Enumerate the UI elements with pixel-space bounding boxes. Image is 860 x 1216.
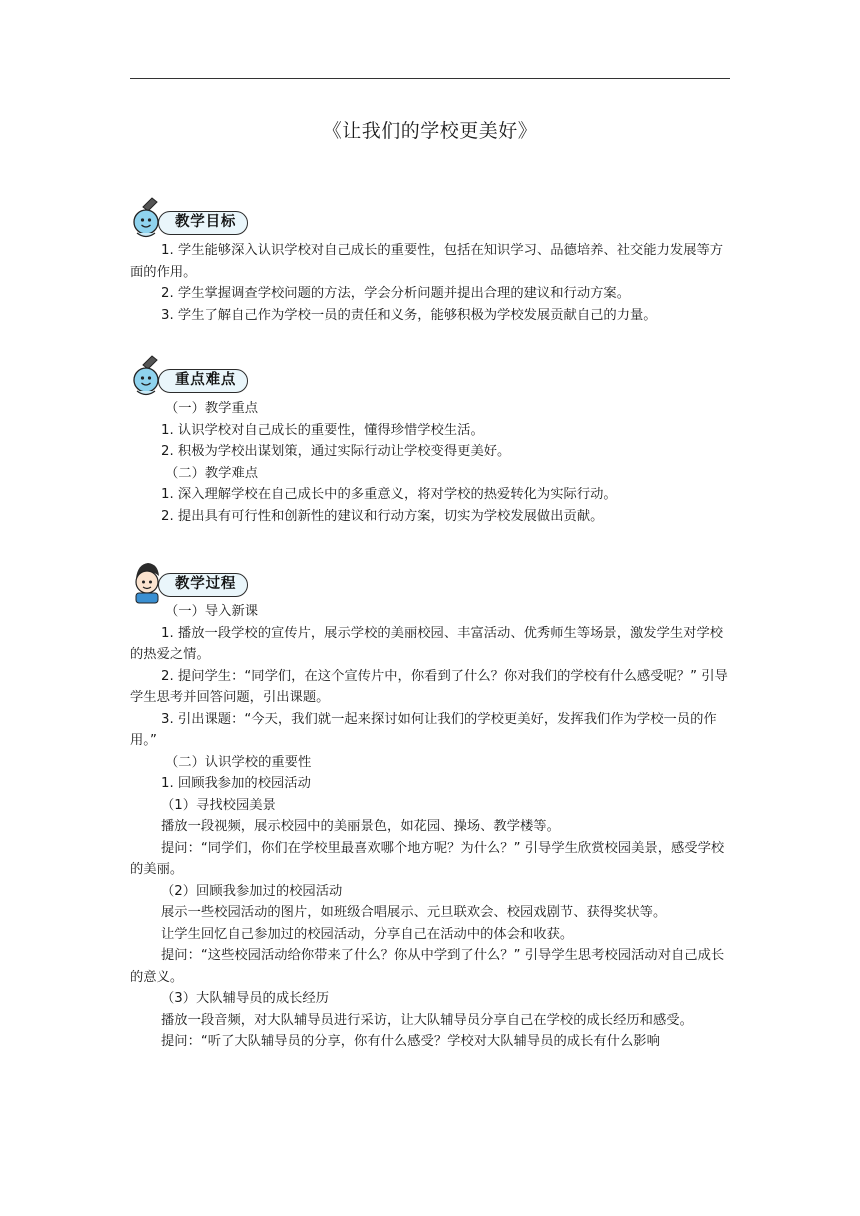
difficulty-item: 1. 深入理解学校在自己成长中的多重意义，将对学校的热爱转化为实际行动。 [161,487,617,502]
process-heading-badge [130,558,248,604]
objective-item: 3. 学生了解自己作为学校一员的责任和义务，能够积极为学校发展贡献自己的力量。 [161,307,657,323]
objective-item: 2. 学生掌握调查学校问题的方法，学会分析问题并提出合理的建议和行动方案。 [161,286,631,301]
process-heading: 教学过程 [158,573,248,597]
keypoint-item: 1. 认识学校对自己成长的重要性，懂得珍惜学校生活。 [161,422,484,438]
keypoint-item: 2. 积极为学校出谋划策，通过实际行动让学校变得更美好。 [161,444,511,459]
keypoints-list [130,398,730,527]
difficulty-item: 2. 提出具有可行性和创新性的建议和行动方案，切实为学校发展做出贡献。 [161,508,604,524]
paragraph: 播放一段视频，展示校园中的美丽景色，如花园、操场、教学楼等。 [161,819,560,834]
objectives-heading: 教学目标 [158,211,248,235]
paragraph: 播放一段音频，对大队辅导员进行采访，让大队辅导员分享自己在学校的成长经历和感受。 [161,1012,693,1028]
part-title: （1）寻找校园美景 [161,797,276,813]
process-item: 3. 引出课题：“今天，我们就一起来探讨如何让我们的学校更美好，发挥我们作为学校一员的作用。” [130,711,717,748]
paragraph: 提问：“同学们，你们在学校里最喜欢哪个地方呢？为什么？” 引导学生欣赏校园美景，感受学校的美丽。 [130,840,725,877]
objectives-heading-badge [130,196,248,242]
keypoints-heading-badge [130,354,248,400]
paragraph: 提问：“这些校园活动给你带来了什么？你从中学到了什么？” 引导学生思考校园活动对自己成长的意义。 [130,948,725,985]
part-title: （2）回顾我参加过的校园活动 [161,883,343,899]
paragraph: 让学生回忆自己参加过的校园活动，分享自己在活动中的体会和收获。 [161,926,574,942]
document-title: 《让我们的学校更美好》 [322,120,538,142]
header-rule [130,78,730,79]
subsection-title: （一）教学重点 [165,401,259,416]
part-title: （3）大队辅导员的成长经历 [161,991,330,1006]
subsection-title: （二）认识学校的重要性 [165,754,312,770]
subsection-title: （一）导入新课 [165,604,259,619]
process-item: 1. 播放一段学校的宣传片，展示学校的美丽校园、丰富活动、优秀师生等场景，激发学生对学校的热爱之情。 [130,625,724,662]
objectives-list [130,240,730,326]
process-item: 1. 回顾我参加的校园活动 [161,776,311,791]
subsection-title: （二）教学难点 [165,465,259,481]
paragraph: 提问：“听了大队辅导员的分享，你有什么感受？学校对大队辅导员的成长有什么影响 [161,1034,660,1049]
process-item: 2. 提问学生：“同学们，在这个宣传片中，你看到了什么？你对我们的学校有什么感受呢？” 引导学生思考并回答问题，引出课题。 [130,668,728,705]
objective-item: 1. 学生能够深入认识学校对自己成长的重要性，包括在知识学习、品德培养、社交能力发展等方面的作用。 [130,243,724,280]
keypoints-heading: 重点难点 [158,369,248,393]
process-content [130,601,730,1053]
paragraph: 展示一些校园活动的图片，如班级合唱展示、元旦联欢会、校园戏剧节、获得奖状等。 [161,905,667,920]
